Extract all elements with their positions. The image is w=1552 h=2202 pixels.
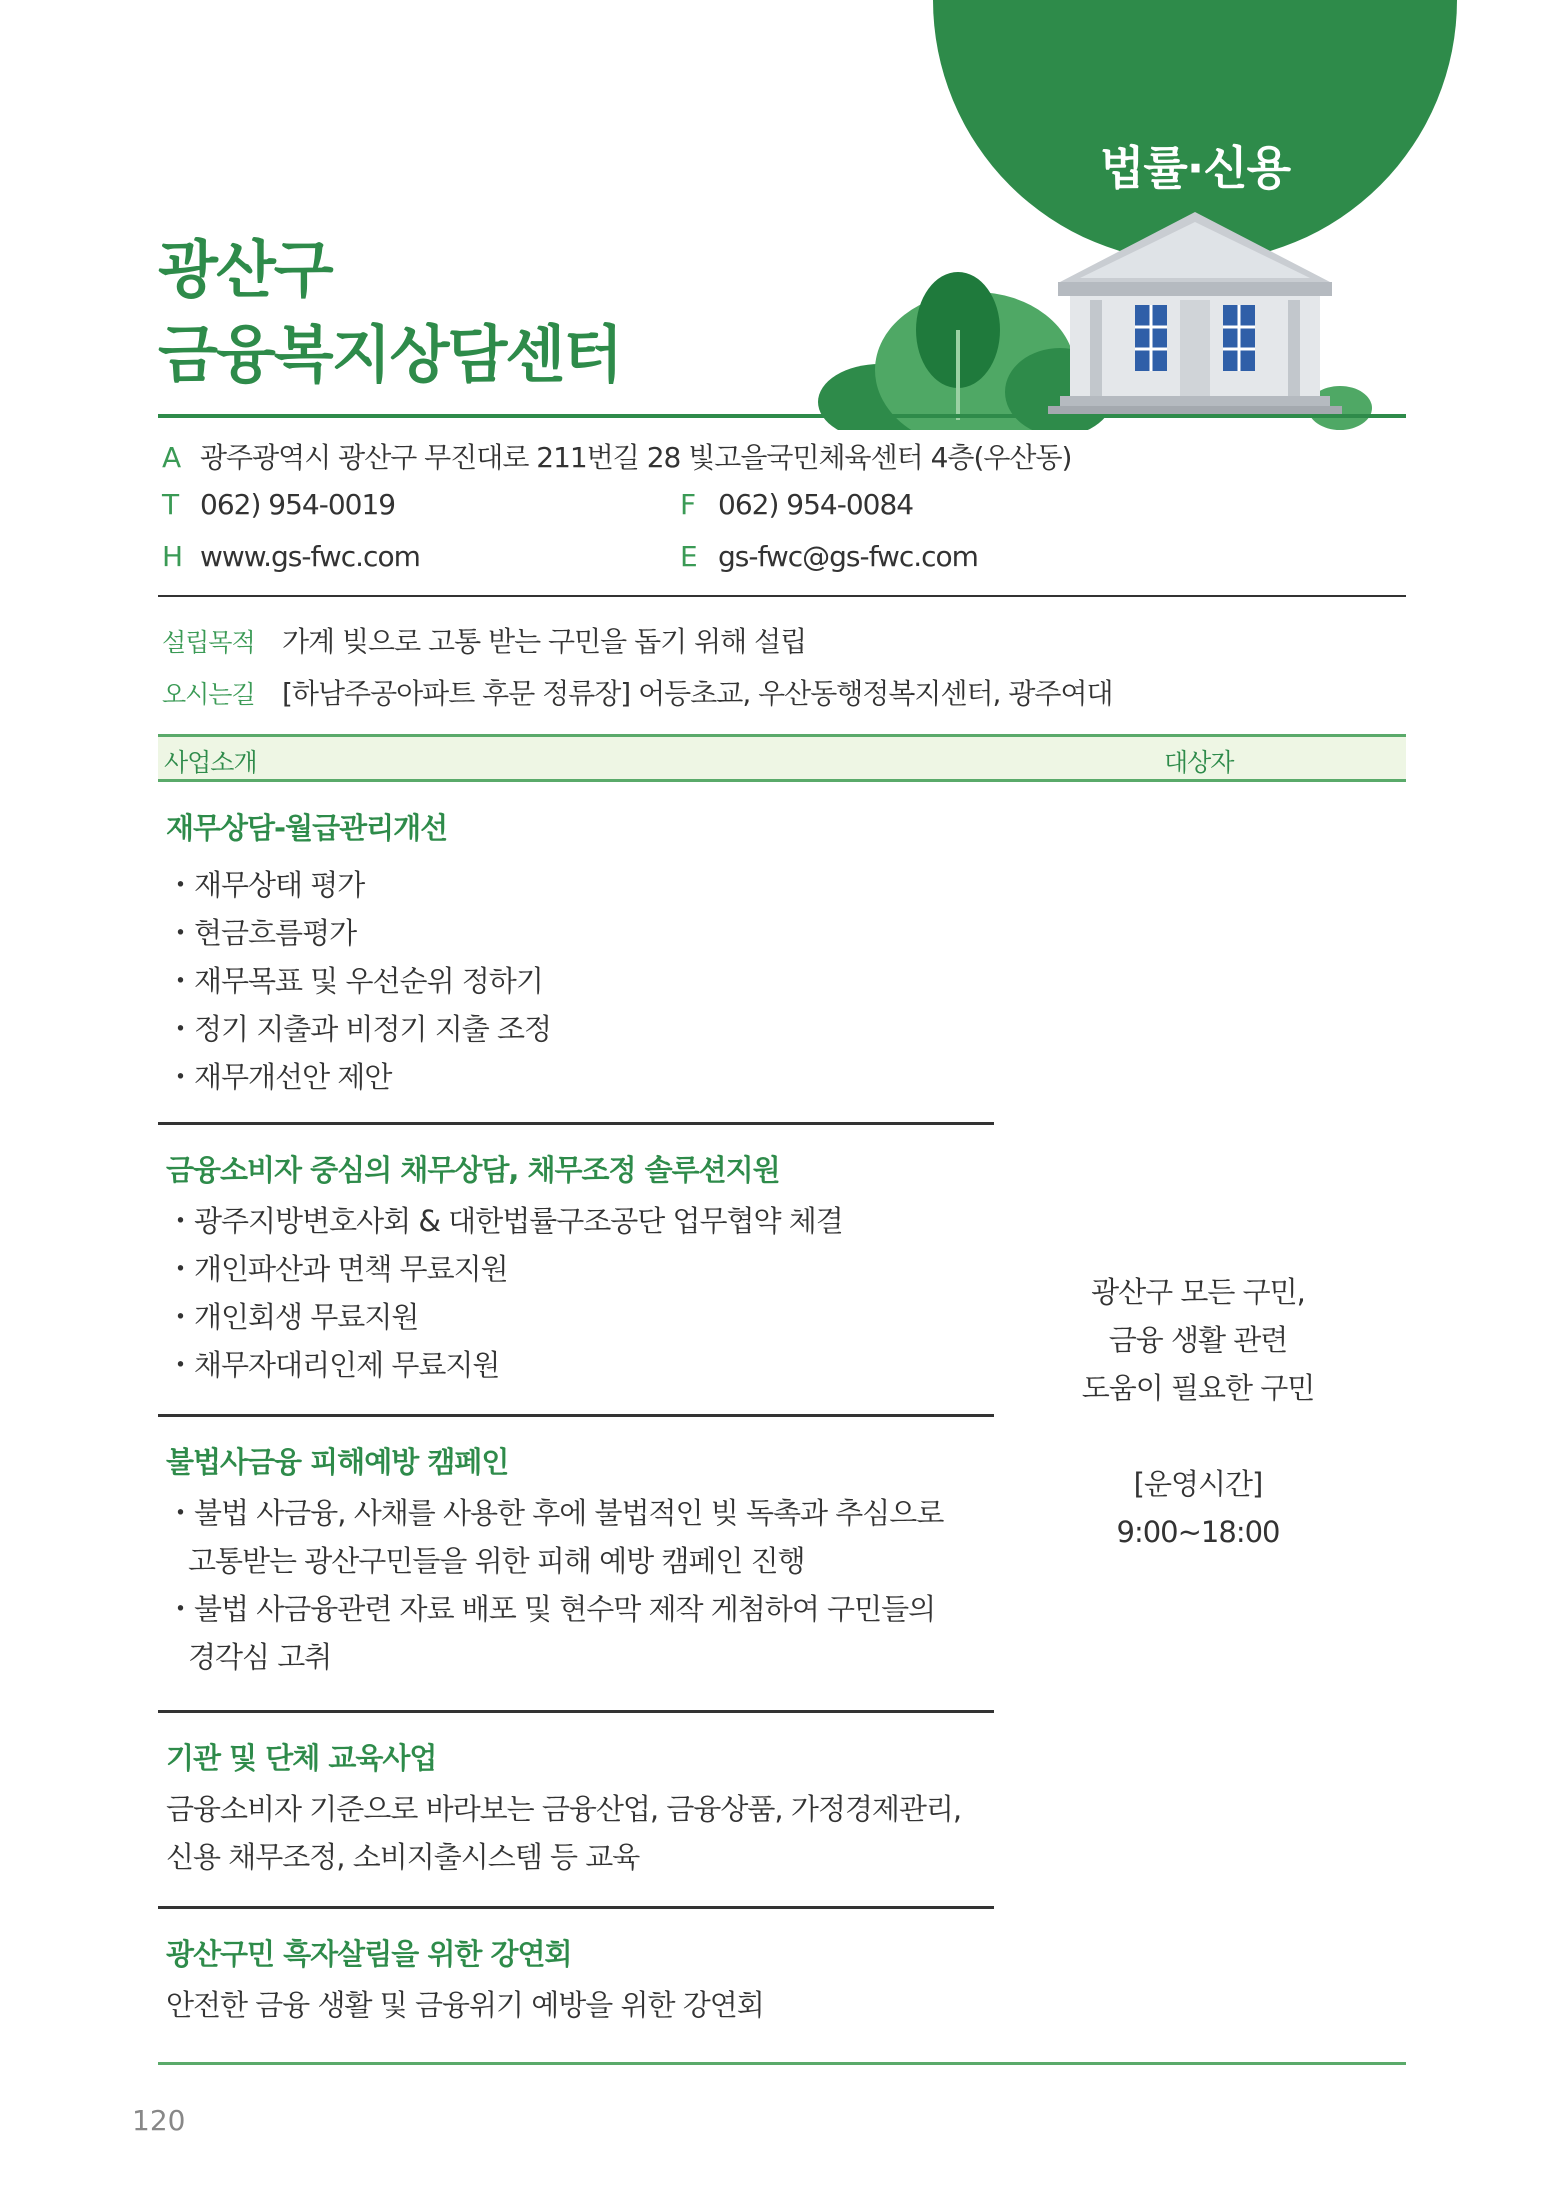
divider (158, 1122, 994, 1125)
page-number: 120 (132, 2104, 186, 2137)
directions-label: 오시는길 (162, 680, 255, 709)
list-item-continued: 고통받는 광산구민들을 위한 피해 예방 캠페인 진행 (188, 1544, 805, 1578)
address-label: A (162, 441, 181, 474)
page-title-line1: 광산구 (158, 233, 332, 306)
table-header-business: 사업소개 (164, 748, 257, 777)
directions-row (162, 672, 1113, 712)
divider (158, 1906, 994, 1909)
section-title: 불법사금융 피해예방 캠페인 (166, 1445, 509, 1479)
list-item: ・ 불법 사금융관련 자료 배포 및 현수막 제작 게첨하여 구민들의 (166, 1585, 943, 1633)
section-title: 기관 및 단체 교육사업 (166, 1741, 437, 1775)
purpose-text: 가계 빚으로 고통 받는 구민을 돕기 위해 설립 (282, 625, 807, 658)
homepage-label: H (162, 540, 183, 573)
fax-row (680, 488, 913, 521)
section-title: 금융소비자 중심의 채무상담, 채무조정 솔루션지원 (166, 1153, 780, 1187)
section-lecture (166, 1932, 764, 2029)
list-item: ・ 재무개선안 제안 (166, 1053, 551, 1101)
section-illegal-lending-campaign (166, 1440, 943, 1681)
divider (158, 1414, 994, 1417)
hours-text: 9:00~18:00 (1116, 1515, 1280, 1549)
list-item: ・ 채무자대리인제 무료지원 (166, 1341, 843, 1389)
homepage-row (162, 540, 420, 573)
table-header-target: 대상자 (1164, 748, 1234, 777)
fax-label: F (680, 488, 696, 521)
hours-label: [운영시간] (1133, 1467, 1263, 1501)
target-text: 광산구 모든 구민, (1091, 1275, 1305, 1309)
divider (158, 595, 1406, 597)
list-item: ・ 정기 지출과 비정기 지출 조정 (166, 1005, 551, 1053)
target-column (1058, 1268, 1338, 1556)
list-item: ・ 현금흐름평가 (166, 909, 551, 957)
list-item: ・ 광주지방변호사회 & 대한법률구조공단 업무협약 체결 (166, 1197, 843, 1245)
list-item: ・ 불법 사금융, 사채를 사용한 후에 불법적인 빚 독촉과 추심으로 (166, 1489, 943, 1537)
tel-row (162, 488, 395, 521)
address-text: 광주광역시 광산구 무진대로 211번길 28 빛고을국민체육센터 4층(우산동) (200, 441, 1072, 474)
list-item: ・ 재무상태 평가 (166, 861, 551, 909)
email-link[interactable]: gs-fwc@gs-fwc.com (718, 540, 978, 573)
address-row (162, 436, 1071, 476)
section-text: 금융소비자 기준으로 바라보는 금융산업, 금융상품, 가정경제관리, (166, 1792, 962, 1826)
table-header (158, 734, 1406, 782)
purpose-label: 설립목적 (162, 628, 255, 657)
tel-label: T (162, 488, 179, 521)
list-item-continued: 경각심 고취 (188, 1640, 332, 1674)
section-title: 광산구민 흑자살림을 위한 강연회 (166, 1937, 572, 1971)
section-education (166, 1736, 961, 1881)
section-debt-adjustment (166, 1148, 843, 1389)
section-text: 신용 채무조정, 소비지출시스템 등 교육 (166, 1840, 640, 1874)
bank-building-icon (1048, 212, 1342, 416)
section-financial-counseling (166, 806, 551, 1101)
page-title-line2: 금융복지상담센터 (158, 318, 622, 391)
tel-text: 062) 954-0019 (200, 488, 396, 521)
header-underline (158, 414, 1406, 418)
email-row (680, 540, 978, 573)
homepage-link[interactable]: www.gs-fwc.com (200, 540, 420, 573)
section-text: 안전한 금융 생활 및 금융위기 예방을 위한 강연회 (166, 1988, 764, 2022)
bottom-divider (158, 2062, 1406, 2065)
target-text: 도움이 필요한 구민 (1081, 1371, 1315, 1405)
list-item: ・ 재무목표 및 우선순위 정하기 (166, 957, 551, 1005)
list-item: ・ 개인파산과 면책 무료지원 (166, 1245, 843, 1293)
category-label: 법률·신용 (1099, 141, 1291, 195)
purpose-row (162, 620, 806, 660)
section-title: 재무상담-월급관리개선 (166, 811, 448, 845)
fax-text: 062) 954-0084 (718, 488, 914, 521)
target-text: 금융 생활 관련 (1108, 1323, 1288, 1357)
list-item: ・ 개인회생 무료지원 (166, 1293, 843, 1341)
email-label: E (680, 540, 697, 573)
divider (158, 1710, 994, 1713)
directions-text: [하남주공아파트 후문 정류장] 어등초교, 우산동행정복지센터, 광주여대 (282, 677, 1113, 710)
